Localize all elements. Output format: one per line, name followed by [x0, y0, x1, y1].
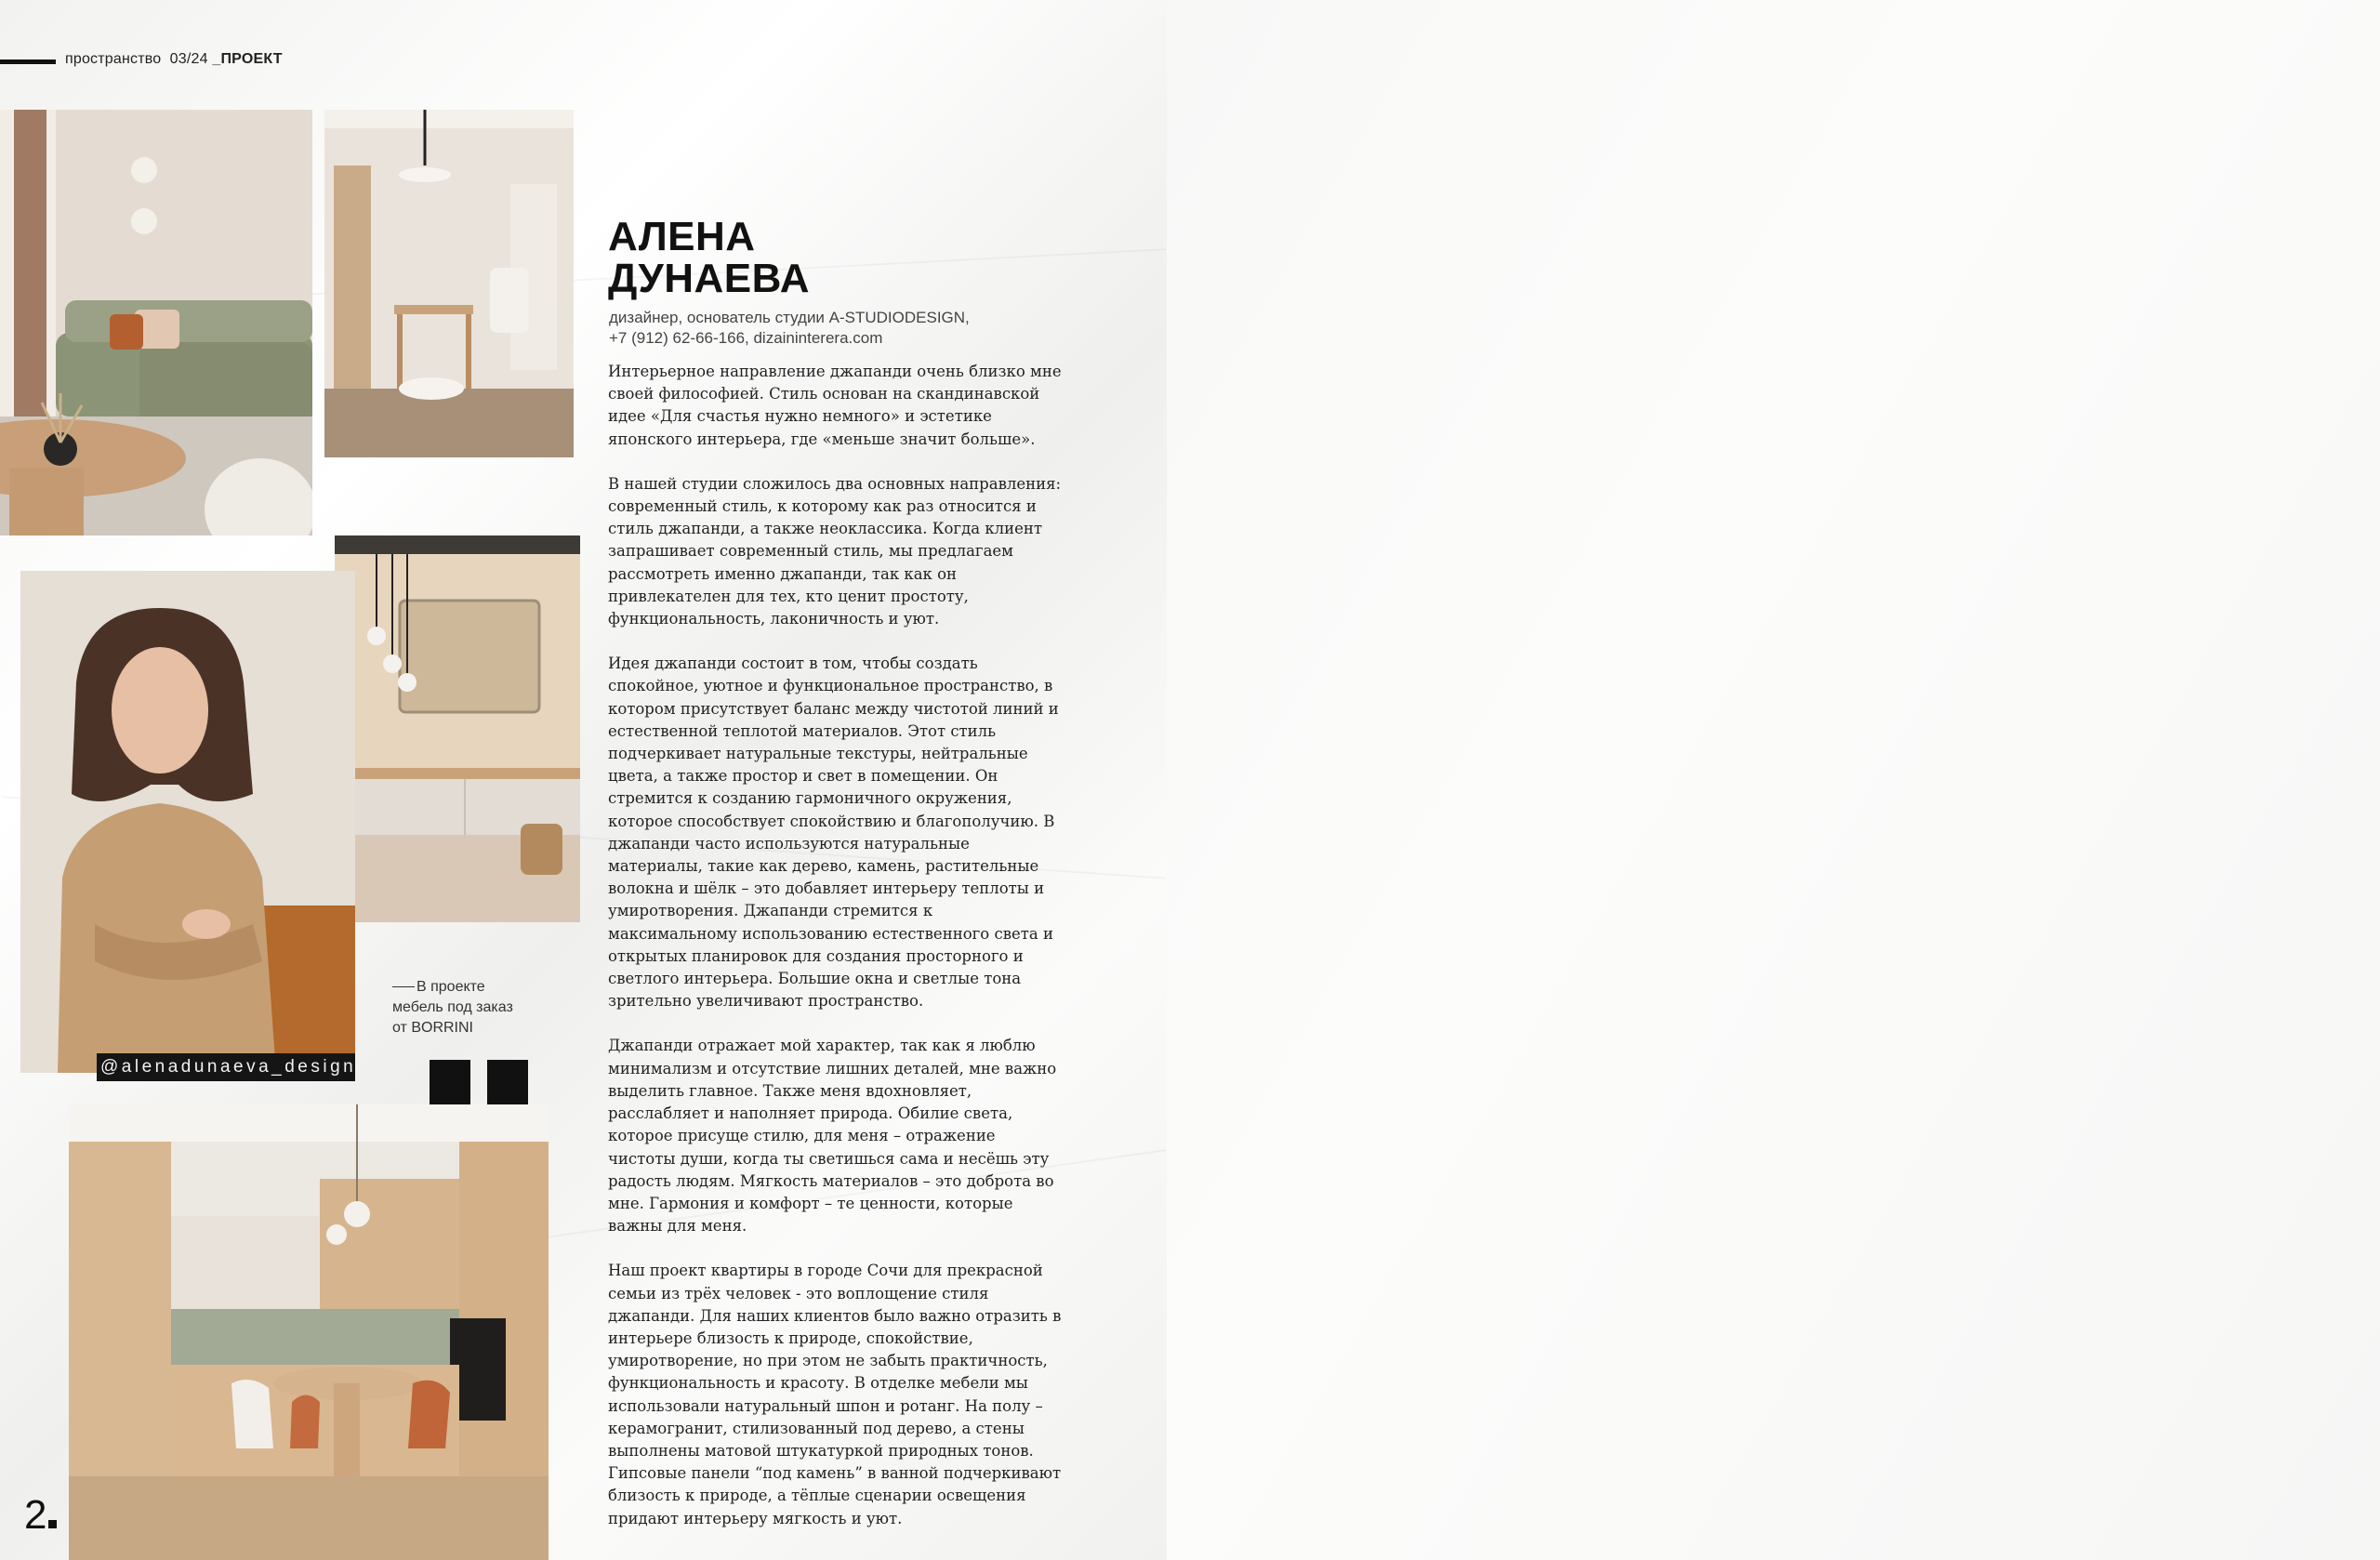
caption-line-3: от BORRINI [392, 1020, 473, 1036]
author-role [609, 308, 970, 349]
article-paragraph: Наш проект квартиры в городе Сочи для прекрасной семьи из трёх человек - это воплощение стиля джапанди. Для наших клиентов было важно отразить в интерьере близость к природе, спокойствие, умиротворение, но при этом не забыть практичность, функциональность и красоту. В отделке мебели мы использовали натуральный шпон и ротанг. На полу – керамогранит, стилизованный под дерево, а стены выполнены матовой штукатуркой природных тонов. Гипсовые панели “под камень” в ванной подчеркивают близость к природе, а тёплые сценарии освещения придают интерьеру мягкость и уют. [608, 1262, 1062, 1527]
caption-line-2: мебель под заказ [392, 999, 513, 1015]
portrait-photo [20, 571, 355, 1073]
header-section: пространство [65, 51, 162, 67]
bathroom-photo [335, 535, 580, 922]
page-number-value: 2 [24, 1492, 47, 1538]
kitchen-photo [69, 1104, 549, 1560]
magazine-page [0, 0, 1167, 1560]
header-issue: 03/24 [169, 51, 208, 67]
article-paragraph: Джапанди отражает мой характер, так как я люблю минимализм и отсутствие лишних деталей, мне важно выделить главное. Также меня вдохновляет, расслабляет и наполняет природа. Обилие света, которое присуще стилю, для меня – отражение чистоты души, когда ты светишься сама и несёшь эту радость людям. Мягкость материалов – это доброта во мне. Гармония и комфорт – те ценности, которые важны для меня. [608, 1037, 1057, 1236]
living-room-photo [0, 110, 312, 535]
article-paragraph: Идея джапанди состоит в том, чтобы создать спокойное, уютное и функциональное пространство, в котором присутствует баланс между чистотой линий и естественной теплотой материалов. Этот стиль подчеркивает натуральные текстуры, нейтральные цвета, а также простор и свет в помещении. Он стремится к созданию гармоничного окружения, которое способствует спокойствию и благополучию. В джапанди часто используются натуральные материалы, такие как дерево, камень, растительные волокна и шёлк – это добавляет интерьеру теплоты и умиротворения. Джапанди стремится к максимальному использованию естественного света и открытых планировок для создания просторного и светлого интерьера. Большие окна и светлые тона зрительно увеличивают пространство. [608, 654, 1059, 1011]
header-bar [0, 59, 56, 64]
caption-line-1: В проекте [392, 977, 513, 998]
header-category: _ПРОЕКТ [212, 51, 283, 67]
page-number [24, 1492, 57, 1538]
blank-facing-page [1167, 0, 2380, 1560]
running-header [65, 51, 283, 68]
article-paragraph: Интерьерное направление джапанди очень близко мне своей философией. Стиль основан на скандинавской идее «Для счастья нужно немного» и эстетике японского интерьера, где «меньше значит больше». [608, 363, 1062, 448]
article-paragraph: В нашей студии сложилось два основных направления: современный стиль, к которому как раз относится и стиль джапанди, а также неоклассика. Когда клиент запрашивает современный стиль, мы предлагаем рассмотреть именно джапанди, так как он привлекателен для тех, кто ценит простоту, функциональность, лаконичность и уют. [608, 474, 1062, 628]
photo-caption [392, 977, 513, 1038]
article-body [608, 361, 1064, 1553]
author-name [608, 216, 810, 299]
author-last-name: ДУНАЕВА [608, 256, 811, 301]
author-contacts: +7 (912) 62-66-166, dizaininterera.com [609, 329, 883, 347]
page-number-dot [48, 1520, 57, 1528]
author-role-text: дизайнер, основатель студии A-STUDIODESIGN, [609, 309, 970, 326]
instagram-handle: @alenadunaeva_design [97, 1053, 355, 1081]
author-first-name: АЛЕНА [608, 214, 756, 259]
office-photo [324, 110, 574, 457]
